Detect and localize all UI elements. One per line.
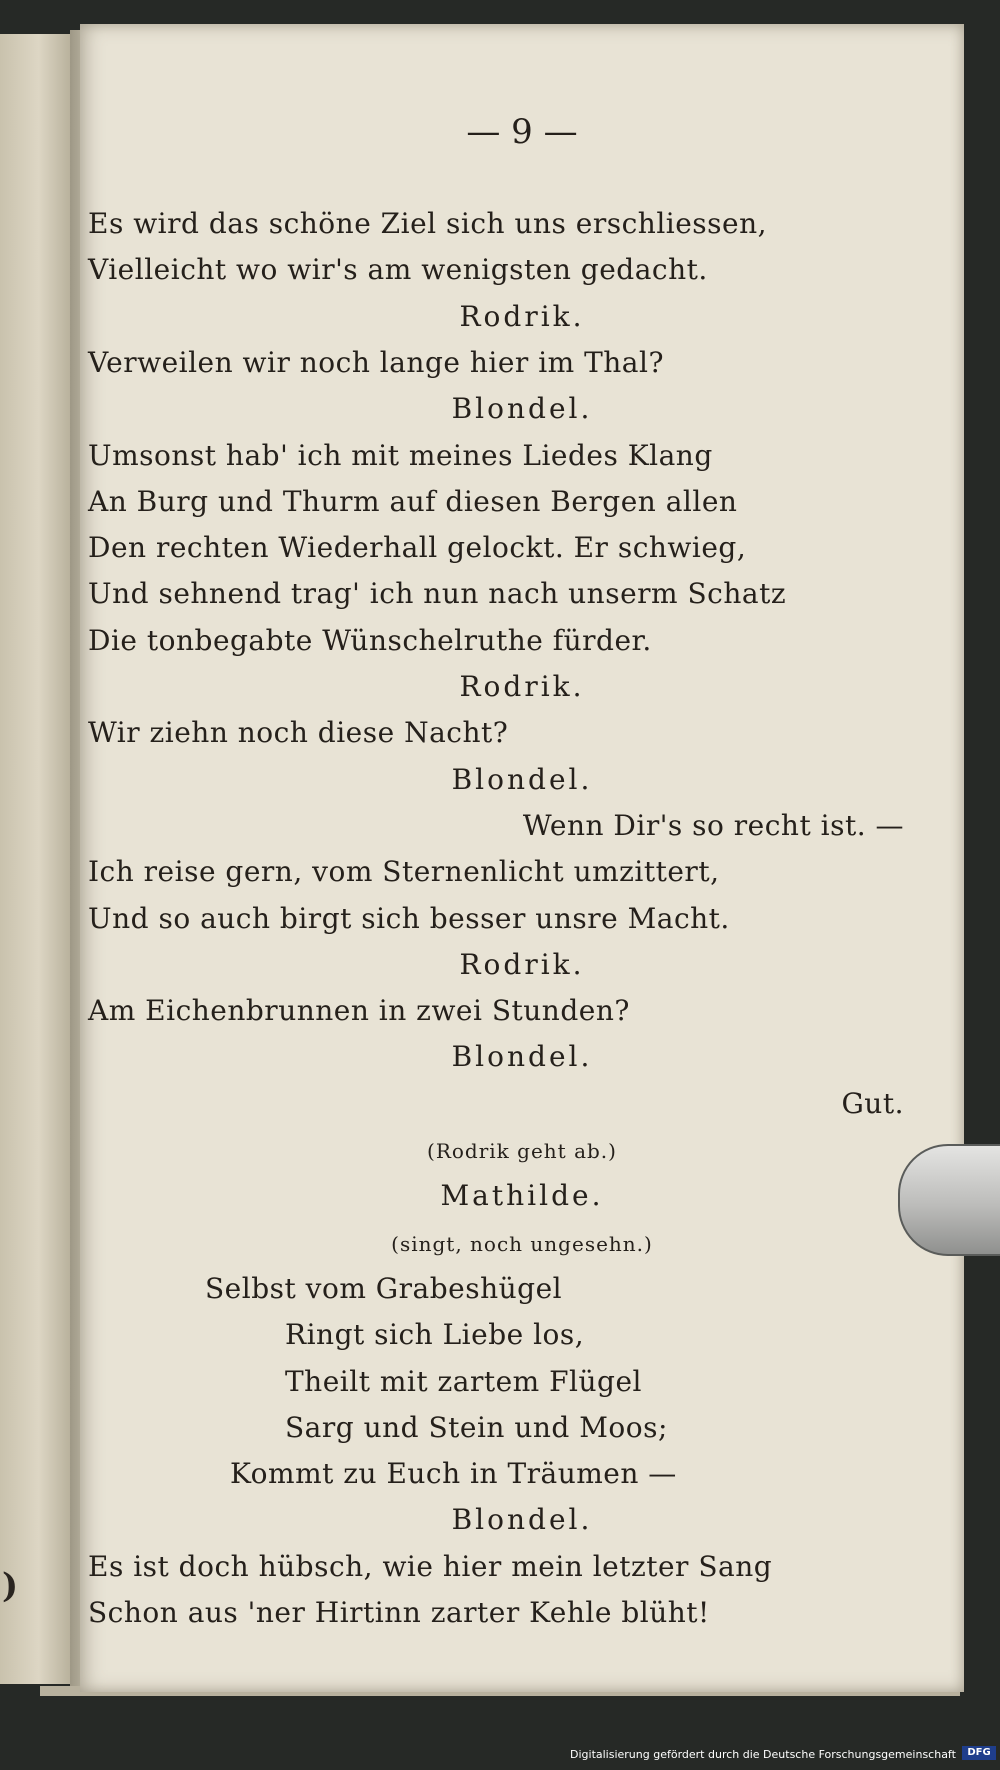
verse-line: An Burg und Thurm auf diesen Bergen allen [88,484,738,518]
song-line: Sarg und Stein und Moos; [285,1410,668,1444]
verse-line: Am Eichenbrunnen in zwei Stunden? [88,994,630,1028]
book-page [80,24,964,1692]
verse-line: Es ist doch hübsch, wie hier mein letzter Sang [88,1549,773,1583]
verse-line: Umsonst hab' ich mit meines Liedes Klang [88,438,713,472]
verse-line: Den rechten Wiederhall gelockt. Er schwieg, [88,531,747,565]
speaker-name: Rodrik. [459,947,585,981]
speaker-name: Blondel. [451,392,593,426]
verse-line: Wenn Dir's so recht ist. — [522,808,904,842]
verse-line: Es wird das schöne Ziel sich uns erschliessen, [88,207,768,240]
verse-line: Vielleicht wo wir's am wenigsten gedacht. [88,253,708,287]
previous-page-text-fragment: ) [2,1566,19,1606]
verse-line: Und so auch birgt sich besser unsre Macht. [88,901,730,935]
speaker-name: Blondel. [451,762,593,796]
song-line: Ringt sich Liebe los, [285,1318,585,1352]
song-line: Selbst vom Grabeshügel [205,1271,563,1305]
previous-page-edge [0,34,72,1684]
bookmark-tab[interactable] [898,1144,1000,1256]
verse-line: Schon aus 'ner Hirtinn zarter Kehle blüht! [88,1596,710,1629]
song-line: Theilt mit zartem Flügel [285,1364,642,1398]
verse-line: Die tonbegabte Wünschelruthe fürder. [88,623,652,657]
song-line: Kommt zu Euch in Träumen — [230,1457,677,1491]
verse-line: Verweilen wir noch lange hier im Thal? [88,345,664,379]
speaker-name: Rodrik. [459,670,585,703]
verse-line: Und sehnend trag' ich nun nach unserm Schatz [88,577,787,611]
verse-line: Wir ziehn noch diese Nacht? [88,716,509,750]
speaker-name: Blondel. [451,1503,593,1537]
dfg-logo: DFG [962,1746,996,1760]
page-number: — 9 — [466,112,578,152]
speaker-name: Mathilde. [440,1179,604,1213]
speaker-name: Rodrik. [459,299,585,333]
stage-direction: (Rodrik geht ab.) [427,1139,617,1163]
verse-line: Gut. [841,1086,904,1120]
stage-direction: (singt, noch ungesehn.) [391,1231,653,1256]
digitization-credit: Digitalisierung gefördert durch die Deutsche Forschungsgemeinschaft [570,1748,956,1761]
verse-line: Ich reise gern, vom Sternenlicht umzittert, [88,855,720,889]
speaker-name: Blondel. [451,1040,593,1074]
